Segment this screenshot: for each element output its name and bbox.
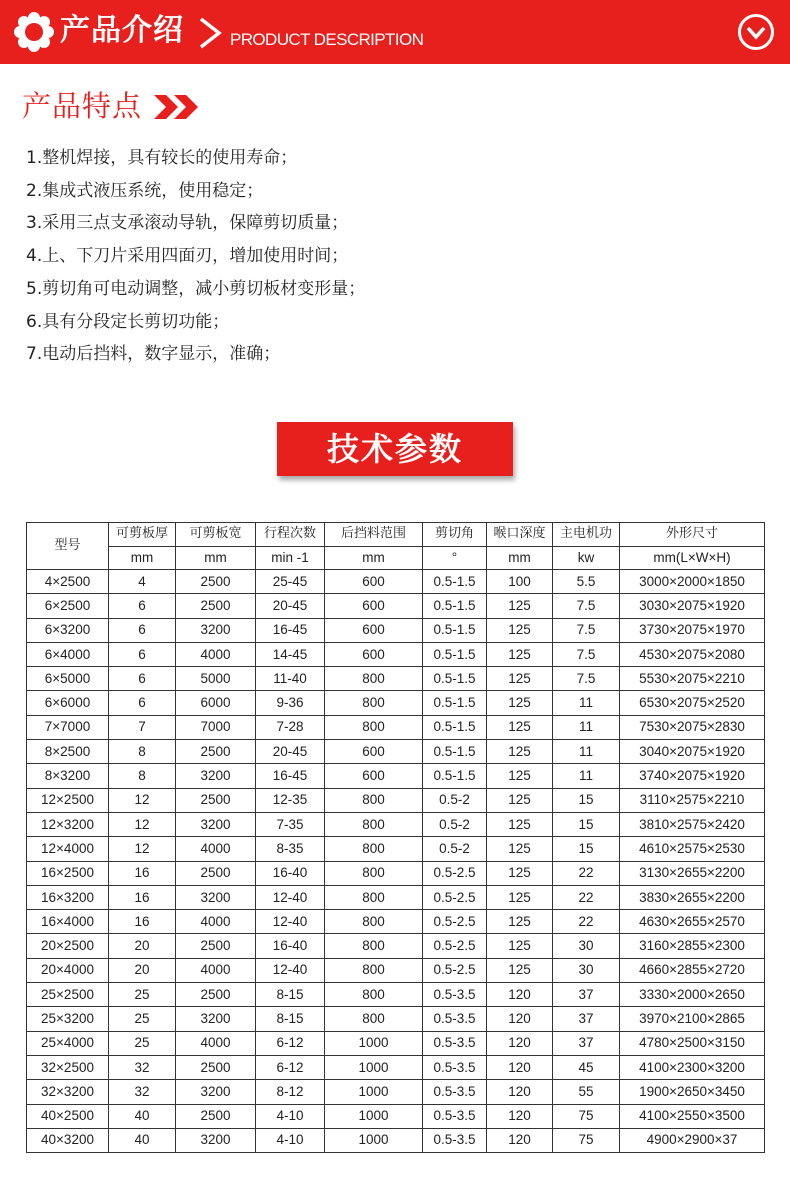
table-cell: 3730×2075×1970	[620, 618, 765, 642]
table-cell: 7.5	[553, 594, 620, 618]
table-cell: 800	[325, 910, 423, 934]
table-cell: 12	[109, 812, 176, 836]
table-cell: 4630×2655×2570	[620, 910, 765, 934]
table-cell: 11	[553, 764, 620, 788]
table-cell: 0.5-2	[423, 837, 487, 861]
table-cell: 0.5-3.5	[423, 1080, 487, 1104]
model-cell: 6×5000	[27, 667, 109, 691]
table-cell: 125	[487, 861, 553, 885]
model-cell: 12×3200	[27, 812, 109, 836]
table-cell: 12-40	[256, 910, 325, 934]
table-row	[27, 618, 765, 642]
table-cell: 3330×2000×2650	[620, 983, 765, 1007]
table-cell: 5530×2075×2210	[620, 667, 765, 691]
table-cell: 3810×2575×2420	[620, 812, 765, 836]
unit-cell: °	[423, 546, 487, 570]
table-cell: 120	[487, 1128, 553, 1152]
table-cell: 16-40	[256, 861, 325, 885]
table-cell: 25-45	[256, 570, 325, 594]
unit-cell: mm	[487, 546, 553, 570]
table-row	[27, 910, 765, 934]
table-cell: 800	[325, 691, 423, 715]
table-row	[27, 837, 765, 861]
table-cell: 2500	[176, 740, 256, 764]
table-cell: 4900×2900×37	[620, 1128, 765, 1152]
table-cell: 3970×2100×2865	[620, 1007, 765, 1031]
table-cell: 4000	[176, 910, 256, 934]
table-cell: 20-45	[256, 740, 325, 764]
unit-cell: mm	[176, 546, 256, 570]
table-cell: 11	[553, 740, 620, 764]
table-row	[27, 983, 765, 1007]
column-header: 喉口深度	[487, 523, 553, 547]
table-cell: 125	[487, 812, 553, 836]
table-cell: 6	[109, 594, 176, 618]
table-cell: 120	[487, 1104, 553, 1128]
features-list	[26, 142, 365, 371]
table-cell: 3030×2075×1920	[620, 594, 765, 618]
table-cell: 3200	[176, 1080, 256, 1104]
feature-item: 5.剪切角可电动调整，减小剪切板材变形量；	[26, 278, 366, 299]
table-cell: 25	[109, 983, 176, 1007]
table-cell: 800	[325, 958, 423, 982]
table-row	[27, 1128, 765, 1152]
table-cell: 125	[487, 934, 553, 958]
table-cell: 37	[553, 1031, 620, 1055]
table-cell: 15	[553, 812, 620, 836]
table-cell: 125	[487, 667, 553, 691]
table-cell: 4-10	[256, 1128, 325, 1152]
table-cell: 125	[487, 618, 553, 642]
table-cell: 4000	[176, 642, 256, 666]
table-row	[27, 764, 765, 788]
table-cell: 0.5-1.5	[423, 570, 487, 594]
table-cell: 55	[553, 1080, 620, 1104]
unit-cell: kw	[553, 546, 620, 570]
column-header: 主电机功	[553, 523, 620, 547]
model-cell: 16×3200	[27, 885, 109, 909]
table-cell: 32	[109, 1080, 176, 1104]
table-cell: 3740×2075×1920	[620, 764, 765, 788]
model-cell: 8×2500	[27, 740, 109, 764]
features-title: 产品特点	[22, 89, 143, 123]
column-header: 可剪板厚	[109, 523, 176, 547]
table-cell: 800	[325, 837, 423, 861]
table-cell: 5.5	[553, 570, 620, 594]
model-cell: 6×6000	[27, 691, 109, 715]
table-cell: 4100×2300×3200	[620, 1055, 765, 1079]
table-cell: 1000	[325, 1080, 423, 1104]
table-cell: 11	[553, 715, 620, 739]
table-cell: 600	[325, 740, 423, 764]
table-cell: 2500	[176, 788, 256, 812]
table-cell: 125	[487, 642, 553, 666]
table-cell: 3200	[176, 812, 256, 836]
table-row	[27, 691, 765, 715]
table-cell: 1000	[325, 1055, 423, 1079]
table-cell: 12-40	[256, 958, 325, 982]
table-cell: 37	[553, 1007, 620, 1031]
column-header: 行程次数	[256, 523, 325, 547]
table-cell: 600	[325, 642, 423, 666]
table-cell: 125	[487, 788, 553, 812]
table-cell: 6530×2075×2520	[620, 691, 765, 715]
table-cell: 6	[109, 642, 176, 666]
table-cell: 800	[325, 667, 423, 691]
table-unit-row	[27, 546, 765, 570]
table-cell: 125	[487, 885, 553, 909]
table-cell: 75	[553, 1128, 620, 1152]
column-header: 剪切角	[423, 523, 487, 547]
table-cell: 6-12	[256, 1055, 325, 1079]
table-header-row	[27, 523, 765, 547]
table-cell: 5000	[176, 667, 256, 691]
table-cell: 800	[325, 812, 423, 836]
feature-item: 4.上、下刀片采用四面刃，增加使用时间；	[26, 246, 349, 267]
table-row	[27, 667, 765, 691]
column-header: 后挡料范围	[325, 523, 423, 547]
table-cell: 0.5-2	[423, 788, 487, 812]
feature-item: 6.具有分段定长剪切功能；	[26, 311, 230, 332]
table-cell: 800	[325, 788, 423, 812]
table-cell: 3830×2655×2200	[620, 885, 765, 909]
model-cell: 40×2500	[27, 1104, 109, 1128]
table-cell: 0.5-1.5	[423, 715, 487, 739]
banner-subtitle: PRODUCT DESCRIPTION	[230, 30, 424, 49]
unit-cell: mm	[109, 546, 176, 570]
table-cell: 2500	[176, 934, 256, 958]
table-cell: 3160×2855×2300	[620, 934, 765, 958]
table-cell: 0.5-3.5	[423, 1055, 487, 1079]
table-cell: 40	[109, 1128, 176, 1152]
table-cell: 800	[325, 885, 423, 909]
table-cell: 3200	[176, 885, 256, 909]
unit-cell: min -1	[256, 546, 325, 570]
table-cell: 2500	[176, 983, 256, 1007]
banner-title: 产品介绍	[60, 13, 184, 48]
table-cell: 4000	[176, 1031, 256, 1055]
table-cell: 4610×2575×2530	[620, 837, 765, 861]
table-cell: 0.5-2.5	[423, 934, 487, 958]
table-cell: 16-45	[256, 618, 325, 642]
table-cell: 0.5-1.5	[423, 594, 487, 618]
table-cell: 14-45	[256, 642, 325, 666]
table-row	[27, 958, 765, 982]
table-cell: 7530×2075×2830	[620, 715, 765, 739]
table-cell: 4530×2075×2080	[620, 642, 765, 666]
table-cell: 800	[325, 861, 423, 885]
table-cell: 100	[487, 570, 553, 594]
table-cell: 2500	[176, 1055, 256, 1079]
table-cell: 0.5-3.5	[423, 1104, 487, 1128]
model-header: 型号	[27, 523, 109, 570]
table-cell: 3200	[176, 618, 256, 642]
unit-cell: mm(L×W×H)	[620, 546, 765, 570]
table-cell: 16	[109, 861, 176, 885]
table-cell: 0.5-1.5	[423, 667, 487, 691]
table-cell: 0.5-3.5	[423, 1031, 487, 1055]
table-cell: 800	[325, 715, 423, 739]
table-cell: 7.5	[553, 642, 620, 666]
table-cell: 3130×2655×2200	[620, 861, 765, 885]
table-cell: 125	[487, 691, 553, 715]
table-cell: 15	[553, 837, 620, 861]
table-cell: 4000	[176, 837, 256, 861]
table-cell: 11	[553, 691, 620, 715]
table-cell: 2500	[176, 594, 256, 618]
model-cell: 4×2500	[27, 570, 109, 594]
table-row	[27, 788, 765, 812]
table-cell: 4660×2855×2720	[620, 958, 765, 982]
table-cell: 0.5-2	[423, 812, 487, 836]
table-cell: 8-15	[256, 983, 325, 1007]
table-cell: 6	[109, 667, 176, 691]
table-cell: 6	[109, 691, 176, 715]
table-row	[27, 934, 765, 958]
table-cell: 3000×2000×1850	[620, 570, 765, 594]
table-row	[27, 642, 765, 666]
table-cell: 0.5-2.5	[423, 958, 487, 982]
model-cell: 12×2500	[27, 788, 109, 812]
table-cell: 1000	[325, 1031, 423, 1055]
table-cell: 3200	[176, 764, 256, 788]
column-header: 外形尺寸	[620, 523, 765, 547]
table-cell: 600	[325, 764, 423, 788]
table-cell: 125	[487, 837, 553, 861]
flower-badge-icon	[14, 12, 54, 52]
table-cell: 8	[109, 764, 176, 788]
table-cell: 3110×2575×2210	[620, 788, 765, 812]
model-cell: 16×2500	[27, 861, 109, 885]
table-cell: 3200	[176, 1007, 256, 1031]
table-cell: 16-40	[256, 934, 325, 958]
table-row	[27, 1080, 765, 1104]
table-cell: 7	[109, 715, 176, 739]
model-cell: 12×4000	[27, 837, 109, 861]
table-row	[27, 1055, 765, 1079]
table-cell: 0.5-3.5	[423, 983, 487, 1007]
table-row	[27, 861, 765, 885]
unit-cell: mm	[325, 546, 423, 570]
table-cell: 2500	[176, 861, 256, 885]
table-row	[27, 740, 765, 764]
table-cell: 20	[109, 934, 176, 958]
table-cell: 120	[487, 1031, 553, 1055]
circle-chevron-down-icon[interactable]	[737, 13, 775, 51]
model-cell: 20×4000	[27, 958, 109, 982]
spec-title: 技术参数	[277, 422, 513, 476]
header-banner	[0, 0, 790, 64]
model-cell: 6×3200	[27, 618, 109, 642]
model-cell: 32×2500	[27, 1055, 109, 1079]
table-cell: 9-36	[256, 691, 325, 715]
feature-item: 7.电动后挡料，数字显示，准确；	[26, 344, 281, 365]
table-cell: 32	[109, 1055, 176, 1079]
table-cell: 8	[109, 740, 176, 764]
table-cell: 0.5-1.5	[423, 740, 487, 764]
table-cell: 20	[109, 958, 176, 982]
table-row	[27, 1007, 765, 1031]
table-cell: 11-40	[256, 667, 325, 691]
table-cell: 0.5-2.5	[423, 885, 487, 909]
table-cell: 16-45	[256, 764, 325, 788]
table-row	[27, 1104, 765, 1128]
table-row	[27, 715, 765, 739]
table-row	[27, 812, 765, 836]
table-cell: 125	[487, 958, 553, 982]
table-cell: 600	[325, 594, 423, 618]
table-cell: 125	[487, 740, 553, 764]
table-cell: 7.5	[553, 667, 620, 691]
table-cell: 120	[487, 983, 553, 1007]
table-cell: 16	[109, 910, 176, 934]
table-cell: 125	[487, 910, 553, 934]
model-cell: 32×3200	[27, 1080, 109, 1104]
table-cell: 45	[553, 1055, 620, 1079]
table-cell: 120	[487, 1055, 553, 1079]
table-cell: 4000	[176, 958, 256, 982]
table-cell: 7000	[176, 715, 256, 739]
table-cell: 6000	[176, 691, 256, 715]
model-cell: 25×4000	[27, 1031, 109, 1055]
model-cell: 20×2500	[27, 934, 109, 958]
table-cell: 600	[325, 570, 423, 594]
table-cell: 20-45	[256, 594, 325, 618]
feature-item: 2.集成式液压系统，使用稳定；	[26, 180, 264, 201]
table-cell: 30	[553, 934, 620, 958]
feature-item: 1.整机焊接，具有较长的使用寿命；	[26, 148, 298, 168]
model-cell: 6×4000	[27, 642, 109, 666]
model-cell: 8×3200	[27, 764, 109, 788]
table-cell: 1900×2650×3450	[620, 1080, 765, 1104]
table-cell: 4100×2550×3500	[620, 1104, 765, 1128]
table-cell: 22	[553, 861, 620, 885]
model-cell: 40×3200	[27, 1128, 109, 1152]
table-cell: 125	[487, 764, 553, 788]
table-cell: 1000	[325, 1128, 423, 1152]
table-cell: 25	[109, 1031, 176, 1055]
table-cell: 120	[487, 1007, 553, 1031]
column-header: 可剪板宽	[176, 523, 256, 547]
spec-table	[26, 522, 765, 1153]
table-cell: 600	[325, 618, 423, 642]
table-cell: 75	[553, 1104, 620, 1128]
table-cell: 120	[487, 1080, 553, 1104]
table-cell: 7-28	[256, 715, 325, 739]
table-cell: 6-12	[256, 1031, 325, 1055]
table-cell: 22	[553, 885, 620, 909]
table-body	[27, 570, 765, 1153]
table-cell: 800	[325, 1007, 423, 1031]
table-cell: 2500	[176, 570, 256, 594]
chevron-right-icon	[197, 16, 223, 50]
table-row	[27, 1031, 765, 1055]
table-cell: 12	[109, 837, 176, 861]
table-cell: 0.5-2.5	[423, 910, 487, 934]
table-cell: 4780×2500×3150	[620, 1031, 765, 1055]
table-cell: 7.5	[553, 618, 620, 642]
table-cell: 12-35	[256, 788, 325, 812]
table-cell: 30	[553, 958, 620, 982]
table-cell: 22	[553, 910, 620, 934]
table-cell: 0.5-1.5	[423, 618, 487, 642]
table-cell: 16	[109, 885, 176, 909]
table-cell: 8-35	[256, 837, 325, 861]
table-cell: 8-12	[256, 1080, 325, 1104]
model-cell: 25×2500	[27, 983, 109, 1007]
table-cell: 12-40	[256, 885, 325, 909]
model-cell: 7×7000	[27, 715, 109, 739]
table-cell: 4	[109, 570, 176, 594]
table-row	[27, 570, 765, 594]
table-cell: 25	[109, 1007, 176, 1031]
table-cell: 800	[325, 934, 423, 958]
model-cell: 6×2500	[27, 594, 109, 618]
table-cell: 0.5-3.5	[423, 1128, 487, 1152]
double-arrow-icon	[152, 93, 204, 121]
table-cell: 125	[487, 594, 553, 618]
table-cell: 7-35	[256, 812, 325, 836]
table-cell: 8-15	[256, 1007, 325, 1031]
table-cell: 0.5-2.5	[423, 861, 487, 885]
table-cell: 12	[109, 788, 176, 812]
model-cell: 25×3200	[27, 1007, 109, 1031]
table-cell: 3040×2075×1920	[620, 740, 765, 764]
table-row	[27, 885, 765, 909]
table-cell: 0.5-3.5	[423, 1007, 487, 1031]
table-cell: 6	[109, 618, 176, 642]
table-cell: 0.5-1.5	[423, 642, 487, 666]
table-cell: 15	[553, 788, 620, 812]
table-cell: 125	[487, 715, 553, 739]
table-cell: 2500	[176, 1104, 256, 1128]
table-cell: 0.5-1.5	[423, 764, 487, 788]
table-cell: 0.5-1.5	[423, 691, 487, 715]
table-cell: 40	[109, 1104, 176, 1128]
table-row	[27, 594, 765, 618]
table-cell: 3200	[176, 1128, 256, 1152]
table-cell: 37	[553, 983, 620, 1007]
table-cell: 800	[325, 983, 423, 1007]
table-cell: 4-10	[256, 1104, 325, 1128]
model-cell: 16×4000	[27, 910, 109, 934]
feature-item: 3.采用三点支承滚动导轨，保障剪切质量；	[26, 213, 349, 234]
table-cell: 1000	[325, 1104, 423, 1128]
